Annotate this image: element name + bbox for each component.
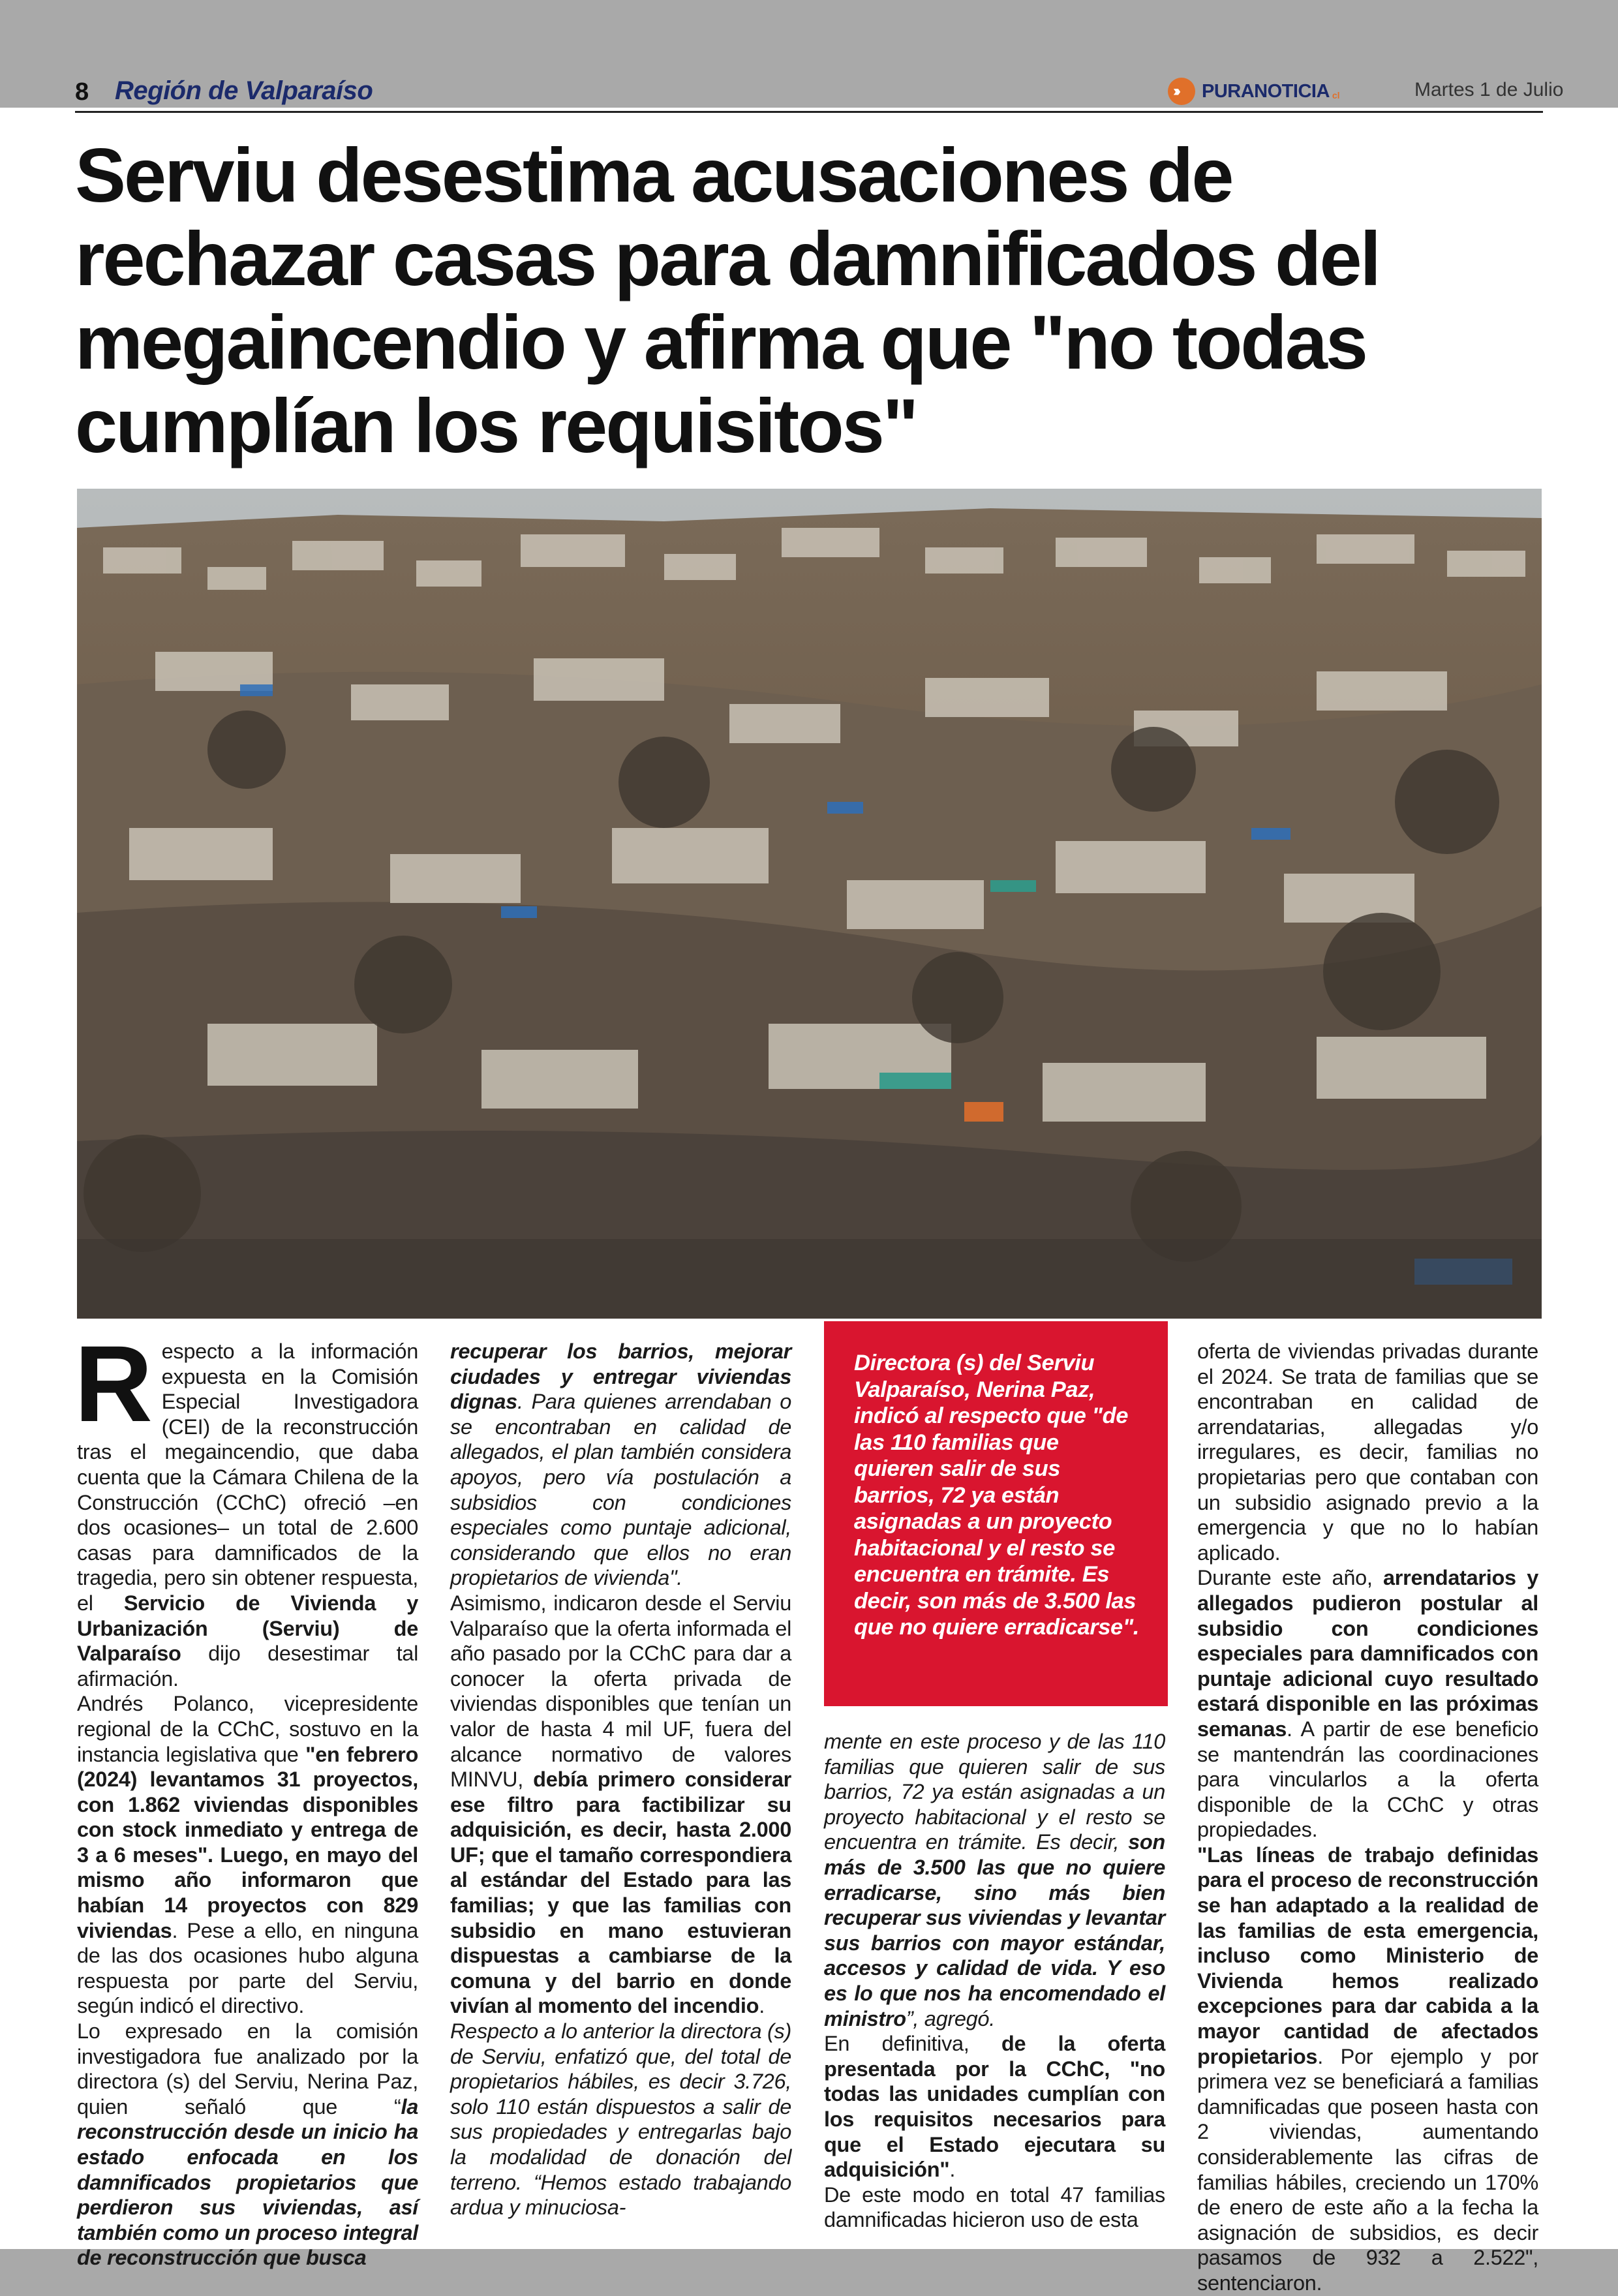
text-run: Durante este año, [1197,1566,1383,1590]
header-divider [75,111,1543,113]
article-photo [77,489,1542,1319]
paragraph [1197,1565,1538,1843]
pull-quote-box [824,1321,1168,1706]
text-run: . Por ejemplo y por primera vez se beneficiará a familias damnificadas que poseen hasta con 2 viviendas, aumentando considerablemente las cifras de familias hábiles, creciendo un 170% de enero de este año a la fecha la asignación de subsidios, es decir pasamos de 932 a 2.522", sentenciaron. [1197,2044,1538,2295]
italic-run: . Para quienes arrendaban o se encontraban en calidad de allegados, el plan también considera apoyos, pero vía postulación a subsidios con condiciones especiales como puntaje adicional, considerando que ellos no eran propietarios de vivienda". [450,1390,791,1590]
hillside-burned-neighborhood-photo [77,489,1542,1319]
logo-suffix: cl [1332,90,1340,100]
article-column-4 [1197,1339,1538,2296]
paragraph [77,1691,418,2019]
paragraph [77,2019,418,2271]
text-run: Asimismo, indicaron desde el Serviu Valparaíso que la oferta informada el año pasado por la CChC para dar a conocer la oferta privada de viviendas disponibles que tenían un valor de hasta 4 mil UF, fuera del alcance normativo de valores MINVU, [450,1591,791,1792]
bold-run: arrendatarios y allegados pudieron postular al subsidio con condiciones especiales para damnificados con puntaje adicional cuyo resultado estará disponible en las próximas semanas [1197,1566,1538,1741]
bold-run: debía primero considerar ese filtro para factibilizar su adquisición, es decir, hasta 2.000 UF; que el tamaño correspondiera al estándar del Estado para las familias; y que las familias con subsidio en mano estuvieran dispuestas a cambiarse de la comuna y del barrio en donde vivían al momento del incendio [450,1768,791,2018]
bold-italic-run: recuperar los barrios, mejorar ciudades y entregar viviendas dignas [450,1339,791,1414]
text-run: En definitiva, [824,2032,1001,2056]
page-number: 8 [75,78,89,106]
text-run: . Pese a ello, en ninguna de las dos ocasiones hubo alguna respuesta por parte del Serviu, según indicó el directivo. [77,1918,418,2018]
italic-run: mente en este proceso y de las 110 familias que quieren salir de sus barrios, 72 ya están asignadas a un proyecto habitacional y el resto se encuentra en trámite. Es decir, [824,1730,1165,1854]
paragraph [450,1339,791,1591]
bold-run: "en febrero (2024) levantamos 31 proyectos, con 1.862 viviendas disponibles con stock inmediato y entrega de 3 a 6 meses". Luego, en mayo del mismo año informaron que habían 14 proyectos con 829 viviendas [77,1742,418,1942]
text-run: . [759,1994,765,2018]
bold-run: de la oferta presentada por la CChC, "no todas las unidades cumplían con los requisitos necesarios para que el Estado ejecutara su adquisición" [824,2032,1165,2182]
italic-run: Respecto a lo anterior la directora (s) de Serviu, enfatizó que, del total de propietarios hábiles, es decir 3.726, solo 110 están dispuestos a salir de sus propiedades y entregarlas bajo la modalidad de donación del terreno. “Hemos estado trabajando ardua y minuciosa- [450,2019,791,2220]
paragraph [74,1324,418,1691]
paragraph: oferta de viviendas privadas durante el 2024. Se trata de familias que se encontraban en calidad de arrendatarias, allegadas y/o irregulares, es decir, familias no propietarias pero que contaban con un subsidio asignado previo a la emergencia y que no lo habían aplicado. [1197,1339,1538,1565]
pull-quote-text: Directora (s) del Serviu Valparaíso, Nerina Paz, indicó al respecto que "de las 110 familias que quieren salir de sus barrios, 72 ya están asignadas a un proyecto habitacional y el resto se encuentra en trámite. Es decir, son más de 3.500 las que no quiere erradicarse". [854,1351,1139,1640]
paragraph [824,2031,1165,2182]
section-title: Región de Valparaíso [115,76,373,105]
italic-run: ”, agregó. [906,2006,995,2030]
text-run: . [949,2158,956,2182]
bold-italic-run: son más de 3.500 las que no quiere erradicarse, sino más bien recuperar sus viviendas y levantar sus barrios con mayor estándar, accesos y calidad de vida. Y eso es lo que nos ha encomendado el ministro [824,1830,1165,2030]
text-run: . A partir de ese beneficio se mantendrán las coordinaciones para vincularlos a la oferta disponible de la CChC y otras propiedades. [1197,1717,1538,1842]
publication-logo [1168,77,1340,106]
paragraph [824,1729,1165,2031]
article-column-3 [824,1729,1165,2233]
issue-date: Martes 1 de Julio [1414,79,1564,100]
paragraph: De este modo en total 47 familias damnificadas hicieron uso de esta [824,2182,1165,2232]
text-run: especto a la información expuesta en la Comisión Especial Investigadora (CEI) de la reconstrucción tras el megaincendio, que daba cuenta que la Cámara Chilena de la Construcción (CChC) ofreció –en dos ocasiones– un total de 2.600 casas para damnificados de la tragedia, pero sin obtener respuesta, el [77,1339,418,1615]
paragraph [1197,1843,1538,2296]
text-run: Andrés Polanco, vicepresidente regional de la CChC, sostuvo en la instancia legislativa que [77,1692,418,1766]
play-arrows-icon: ››› [1168,78,1195,105]
article-column-1 [74,1324,418,2271]
bold-run: Servicio de Vivienda y Urbanización (Serviu) de Valparaíso [77,1591,418,1666]
text-run: Lo expresado en la comisión investigadora fue analizado por la directora (s) del Serviu, Nerina Paz, quien señaló que “ [77,2019,418,2119]
text-run: dijo desestimar tal afirmación. [77,1642,418,1691]
bold-italic-run: la reconstrucción desde un inicio ha estado enfocada en los damnificados propietarios que perdieron sus viviendas, así también como un proceso integral de reconstrucción que busca [77,2094,418,2270]
logo-text: PURANOTICIA [1202,80,1330,102]
paragraph [450,2019,791,2220]
drop-cap: R [74,1324,153,1445]
bold-run: "Las líneas de trabajo definidas para el proceso de reconstrucción se han adaptado a la realidad de las familias de esta emergencia, incluso como Ministerio de Vivienda hemos realizado excepciones para dar cabida a la mayor cantidad de afectados propietarios [1197,1843,1538,2068]
article-column-2 [450,1339,791,2220]
headline: Serviu desestima acusaciones de rechazar casas para damnificados del megaincendio y afirma que "no todas cumplían los requisitos" [75,132,1380,468]
paragraph [450,1591,791,2019]
